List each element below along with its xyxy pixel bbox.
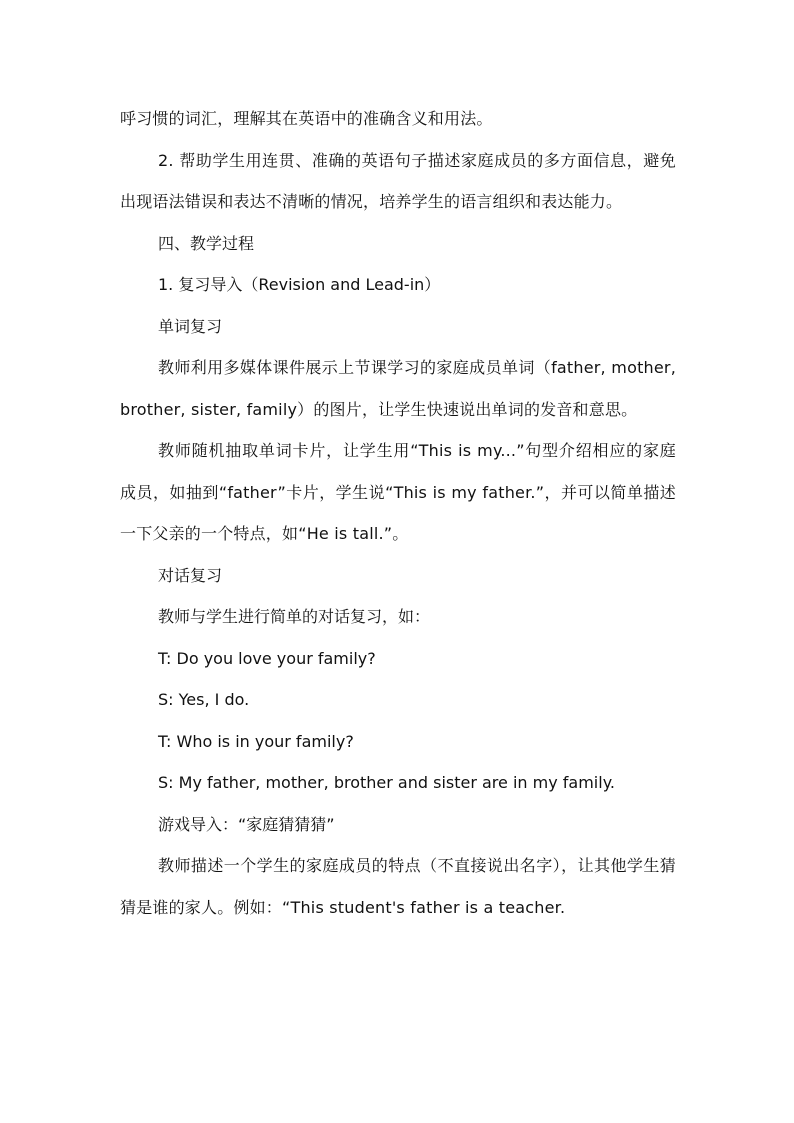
dialogue-line-student-1: S: Yes, I do.: [158, 690, 250, 709]
section-heading-teaching-process: 四、教学过程: [158, 233, 255, 253]
paragraph-game-description: 教师描述一个学生的家庭成员的特点（不直接说出名字），让其他学生猜猜是谁的家人。例如：“This student's father is a teacher.: [120, 856, 676, 917]
dialogue-line-teacher-1: T: Do you love your family?: [158, 648, 376, 668]
heading-game-lead-in: 游戏导入：“家庭猜猜猜”: [158, 814, 335, 834]
dialogue-line-student-2: S: My father, mother, brother and sister are in my family.: [158, 773, 615, 792]
dialogue-line-teacher-2: T: Who is in your family?: [158, 731, 354, 751]
paragraph-continuation: 呼习惯的词汇，理解其在英语中的准确含义和用法。: [120, 109, 493, 128]
heading-word-review: 单词复习: [158, 316, 223, 336]
paragraph-dialogue-intro: 教师与学生进行简单的对话复习，如：: [158, 607, 431, 626]
subsection-heading-revision: 1. 复习导入（Revision and Lead-in）: [158, 275, 441, 294]
paragraph-word-review-1: 教师利用多媒体课件展示上节课学习的家庭成员单词（father, mother, brother, sister, family）的图片，让学生快速说出单词的发音和意思。: [120, 358, 676, 419]
document-body: [120, 98, 676, 928]
paragraph-word-review-2: 教师随机抽取单词卡片，让学生用“This is my...”句型介绍相应的家庭成员，如抽到“father”卡片，学生说“This is my father.”，并可以简单描述一下父亲的一个特点，如“He is tall.”。: [120, 441, 676, 543]
heading-dialogue-review: 对话复习: [158, 565, 223, 585]
paragraph-objective-2: 2. 帮助学生用连贯、准确的英语句子描述家庭成员的多方面信息，避免出现语法错误和表达不清晰的情况，培养学生的语言组织和表达能力。: [120, 150, 676, 211]
